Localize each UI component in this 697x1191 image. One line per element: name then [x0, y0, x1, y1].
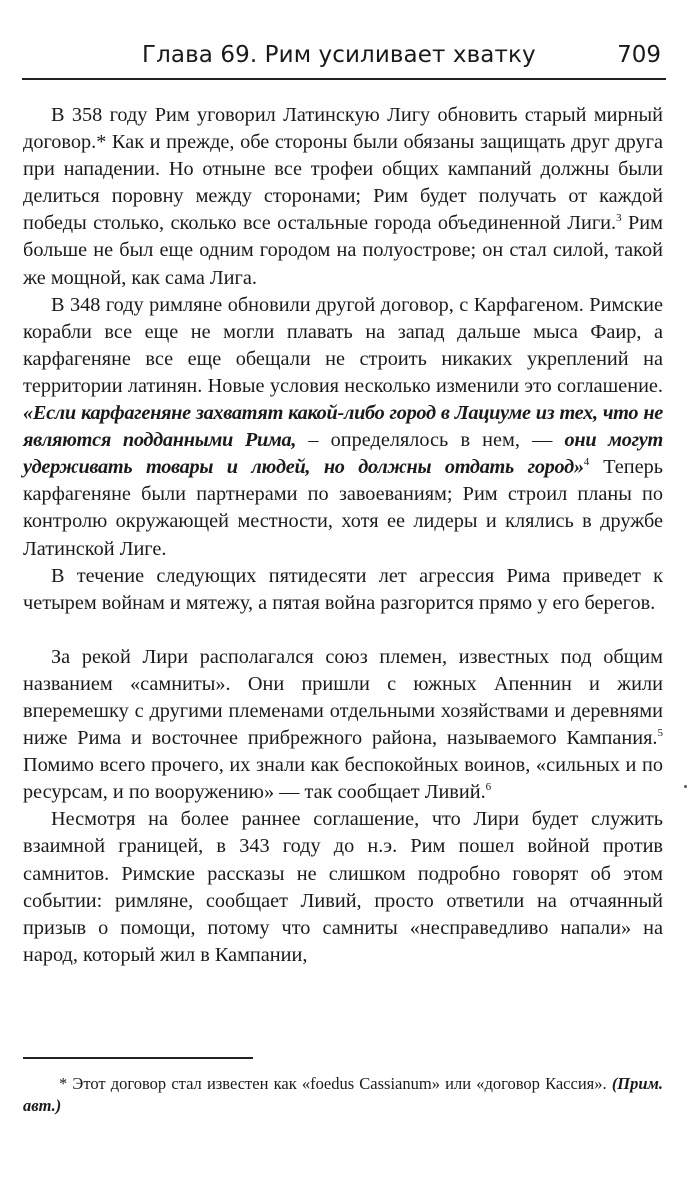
note-ref-4: 4	[583, 456, 590, 469]
paragraph-1-text-cont: Рим больше не был еще одним городом на полуострове; он стал силой, такой же мощной, как сама Лига.	[23, 212, 663, 289]
footnote	[23, 1073, 663, 1117]
author-note: (Прим. авт.)	[23, 1074, 663, 1115]
paragraph-3: В течение следующих пятидесяти лет агрессия Рима приведет к четырем войнам и мятежу, а пятая война разгорится прямо у его берегов.	[23, 564, 663, 614]
scan-speck	[684, 785, 687, 788]
footnote-rule	[23, 1057, 253, 1059]
paragraph-4-text-cont: Помимо всего прочего, их знали как беспокойных воинов, «сильных и по ресурсам, и по вооружению» — так сообщает Ливий.	[23, 754, 663, 804]
footnote-text	[23, 1073, 663, 1117]
paragraph-4-text: За рекой Лири располагался союз племен, известных под общим названием «самниты». Они пришли с южных Апеннин и жили вперемешку с другими племенами отдельными хозяйствами и деревнями ниже Рима и восточнее прибрежного района, называемого Кампания.	[23, 645, 663, 750]
treaty-quote-1: «Если карфагеняне захватят какой-либо город в Лациуме из тех, что не являются подданными Рима,	[23, 402, 663, 452]
paragraph-4	[23, 644, 663, 807]
paragraph-1	[23, 102, 663, 292]
note-ref-5: 5	[657, 727, 663, 740]
paragraph-2-text: В 348 году римляне обновили другой договор, с Карфагеном. Римские корабли все еще не могли плавать на запад дальше мыса Фаир, а карфагеняне все еще обещали не строить никаких укреплений на территории латинян. Новые условия несколько изменили это соглашение.	[23, 293, 663, 397]
footnote-body: * Этот договор стал известен как «foedus Cassianum» или «договор Кассия».	[59, 1074, 612, 1093]
paragraph-2	[23, 292, 663, 563]
chapter-title: Глава 69. Рим усиливает хватку	[142, 42, 536, 68]
page-number: 709	[617, 42, 661, 68]
paragraph-2-text-mid: – определялось в нем, —	[296, 429, 565, 452]
note-ref-3: 3	[616, 212, 622, 225]
paragraph-1-text: В 358 году Рим уговорил Латинскую Лигу обновить старый мирный договор.* Как и прежде, обе стороны были обязаны защищать друг друга при нападении. Но отныне все трофеи общих кампаний должны были делиться поровну между сторонами; Рим будет получать от каждой победы столько, сколько все остальные города объединенной Лиги.	[23, 104, 663, 235]
paragraph-5: Несмотря на более раннее соглашение, что Лири будет служить взаимной границей, в 343 году до н.э. Рим пошел войной против самнитов. Римские рассказы не слишком подробно говорят об этом событии: римляне, сообщает Ливий, просто ответили на отчаянный призыв о помощи, потому что самниты «несправедливо напали» на народ, который жил в Кампании,	[23, 808, 663, 966]
treaty-quote-2: они могут удерживать товары и людей, но должны отдать город»	[23, 429, 663, 479]
running-header	[0, 38, 697, 78]
main-text	[23, 102, 663, 969]
header-rule	[22, 78, 666, 80]
note-ref-6: 6	[485, 781, 492, 794]
paragraph-2-text-end: Теперь карфагеняне были партнерами по завоеваниям; Рим строил планы по контролю окружающей местности, хотя ее лидеры и клялись в дружбе Латинской Лиге.	[23, 456, 663, 560]
